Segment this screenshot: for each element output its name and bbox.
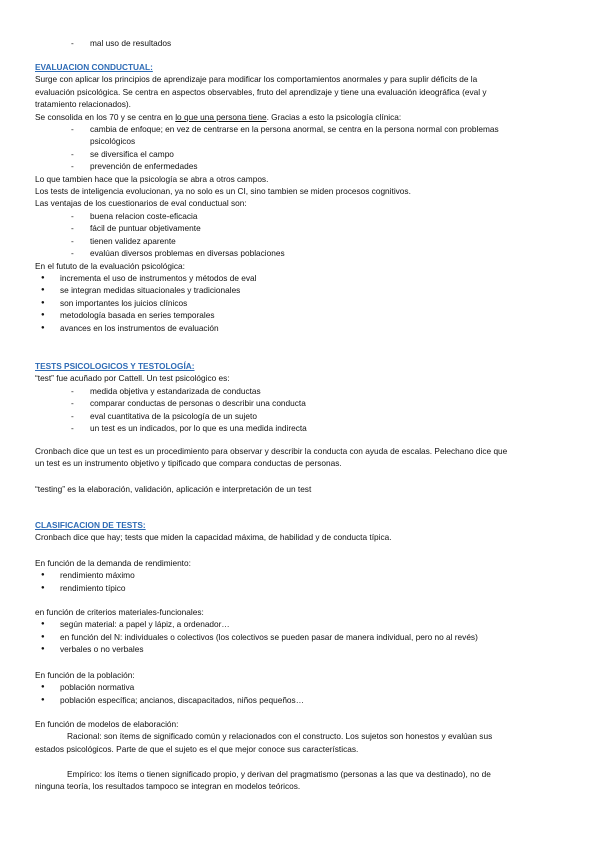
paragraph-line: Lo que tambien hace que la psicología se abra a otros campos.: [35, 173, 269, 184]
paragraph-line: Empírico: los ítems o tienen significado propio, y derivan del pragmatismo (personas a las que va destinado), no de: [67, 769, 491, 779]
paragraph-line: Cronbach dice que un test es un procedimiento para observar y describir la conducta con ayuda de escalas. Pelechano dice que: [35, 446, 508, 456]
list-item-continuation: psicológicos: [90, 136, 136, 147]
list-item: - eval cuantitativa de la psicología de un sujeto: [35, 410, 565, 422]
bullet-item: ● se integran medidas situacionales y tradicionales: [35, 284, 565, 296]
list-item: - buena relacion coste-eficacia: [35, 210, 565, 222]
paragraph-line: Surge con aplicar los principios de aprendizaje para modificar los comportamientos anormales y para suplir déficits de la: [35, 74, 478, 85]
text-segment: Se consolida en los 70 y se centra en: [35, 111, 176, 122]
bullet-item: ● son importantes los juicios clínicos: [35, 297, 565, 309]
bullet-item: ● población específica; ancianos, discapacitados, niños pequeños…: [35, 694, 565, 706]
section-heading: TESTS PSICOLOGICOS Y TESTOLOGÍA:: [35, 361, 195, 371]
top-list: [35, 37, 565, 49]
bullet-item: ● en función del N: individuales o colectivos (los colectivos se pueden pasar de manera individual, pero no al revés): [35, 631, 565, 643]
list-item: - se diversifica el campo: [35, 148, 565, 160]
list-item: - medida objetiva y estandarizada de conductas: [35, 385, 565, 397]
list-item: - cambia de enfoque; en vez de centrarse en la persona anormal, se centra en la persona normal con problemas: [35, 123, 565, 135]
bullet-item: ● verbales o no verbales: [35, 643, 565, 655]
paragraph-line: tratamiento relacionados).: [35, 99, 131, 110]
paragraph-line: Las ventajas de los cuestionarios de eval conductual son:: [35, 198, 247, 209]
section-testing-definition: [35, 483, 565, 495]
bullet-item: ● rendimiento máximo: [35, 569, 565, 581]
group-modelos: [35, 718, 565, 755]
list-item: - tienen validez aparente: [35, 235, 565, 247]
list-item: - fácil de puntuar objetivamente: [35, 222, 565, 234]
paragraph-line: [35, 111, 565, 123]
group-title: En función de la población:: [35, 670, 135, 680]
bullet-item: ● rendimiento típico: [35, 582, 565, 594]
paragraph-line: evaluación psicológica. Se centra en aspectos observables, fruto del aprendizaje y tiene una evaluación ideográfica (eval y: [35, 86, 487, 97]
paragraph-line: “testing” es la elaboración, validación, aplicación e interpretación de un test: [35, 484, 312, 494]
section-clasificacion: [35, 519, 565, 544]
paragraph-line: “test” fue acuñado por Cattell. Un test psicológico es:: [35, 373, 230, 384]
bullet-item: ● según material: a papel y lápiz, a ordenador…: [35, 618, 565, 630]
paragraph-line: Los tests de inteligencia evolucionan, ya no solo es un CI, sino tambien se miden procesos cognitivos.: [35, 186, 411, 197]
list-item: - prevención de enfermedades: [35, 160, 565, 172]
section-evaluacion-conductual: [35, 61, 565, 334]
paragraph-line: Cronbach dice que hay; tests que miden la capacidad máxima, de habilidad y de conducta típica.: [35, 532, 392, 543]
bullet-item: ● avances en los instrumentos de evaluación: [35, 322, 565, 334]
group-title: En función de la demanda de rendimiento:: [35, 558, 191, 568]
underlined-text: lo que una persona tiene: [175, 111, 267, 122]
group-title: en función de criterios materiales-funcionales:: [35, 607, 204, 617]
bullet-item: ● incrementa el uso de instrumentos y métodos de eval: [35, 272, 565, 284]
paragraph-line: un test es un instrumento objetivo y tipificado que compara conductas de personas.: [35, 458, 342, 469]
bullet-item: ● población normativa: [35, 681, 565, 693]
list-item: - mal uso de resultados: [35, 37, 565, 49]
bullet-item: ● metodología basada en series temporales: [35, 309, 565, 321]
section-heading: CLASIFICACION DE TESTS:: [35, 520, 146, 530]
section-tests-definition: [35, 445, 565, 470]
paragraph-line: En el fututo de la evaluación psicológica:: [35, 260, 185, 271]
paragraph-line: ninguna teoría, los resultados tampoco se integran en modelos teóricos.: [35, 781, 301, 792]
group-criterios: [35, 606, 565, 656]
group-rendimiento: [35, 557, 565, 594]
list-item: - un test es un indicados, por lo que es una medida indirecta: [35, 422, 565, 434]
group-modelos-empirico: [35, 768, 565, 793]
list-item: - comparar conductas de personas o describir una conducta: [35, 397, 565, 409]
section-tests-psicologicos: [35, 360, 565, 434]
text-segment: . Gracias a esto la psicología clínica:: [266, 111, 402, 122]
group-title: En función de modelos de elaboración:: [35, 719, 179, 729]
list-item: - evalúan diversos problemas en diversas poblaciones: [35, 247, 565, 259]
group-poblacion: [35, 669, 565, 706]
paragraph-line: estados psicológicos. Parte de que el sujeto es el que mejor conoce sus características.: [35, 743, 359, 754]
section-heading: EVALUACION CONDUCTUAL:: [35, 62, 153, 72]
paragraph-line: Racional: son ítems de significado común y relacionados con el constructo. Los sujetos son honestos y evalúan sus: [67, 731, 493, 742]
